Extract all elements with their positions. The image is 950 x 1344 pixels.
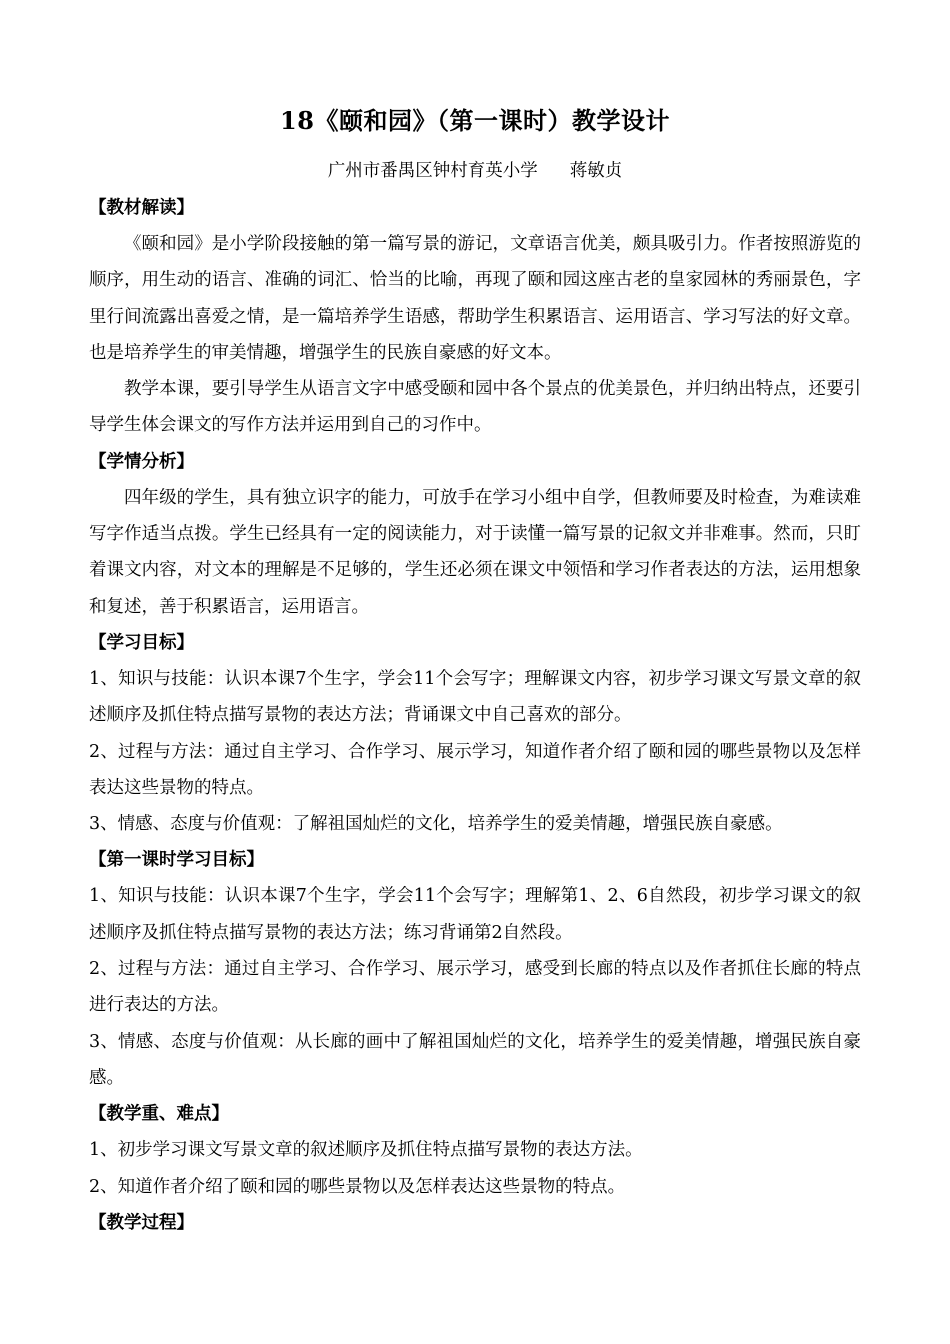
section-goals	[89, 625, 861, 842]
list-item: 3、情感、态度与价值观：了解祖国灿烂的文化，培养学生的爱美情趣，增强民族自豪感。	[89, 814, 783, 835]
list-item: 2、过程与方法：通过自主学习、合作学习、展示学习，知道作者介绍了颐和园的哪些景物以及怎样表达这些景物的特点。	[89, 741, 861, 798]
byline-school: 广州市番禺区钟村育英小学	[327, 161, 538, 181]
section-heading: 【教学重、难点】	[89, 1104, 229, 1125]
section-heading: 【教材解读】	[89, 198, 194, 218]
paragraph: 《颐和园》是小学阶段接触的第一篇写景的游记，文章语言优美，颇具吸引力。作者按照游览的顺序，用生动的语言、准确的词汇、恰当的比喻，再现了颐和园这座古老的皇家园林的秀丽景色，字里行间流露出喜爱之情，是一篇培养学生语感，帮助学生积累语言、运用语言、学习写法的好文章。也是培养学生的审美情趣，增强学生的民族自豪感的好文本。	[89, 234, 861, 363]
section-key-points	[89, 1096, 861, 1205]
section-heading: 【教学过程】	[89, 1212, 194, 1233]
paragraph: 四年级的学生，具有独立识字的能力，可放手在学习小组中自学，但教师要及时检查，为难读难写字作适当点拨。学生已经具有一定的阅读能力，对于读懂一篇写景的记叙文并非难事。然而，只盯着课文内容，对文本的理解是不足够的，学生还必须在课文中领悟和学习作者表达的方法，运用想象和复述，善于积累语言，运用语言。	[89, 487, 861, 617]
section-process	[89, 1205, 861, 1241]
section-heading: 【第一课时学习目标】	[89, 850, 264, 871]
document-title: 18《颐和园》（第一课时）教学设计	[280, 106, 670, 135]
section-material	[89, 190, 861, 444]
byline-author: 蒋敏贞	[569, 161, 623, 181]
list-item: 3、情感、态度与价值观：从长廊的画中了解祖国灿烂的文化，培养学生的爱美情趣，增强民族自豪感。	[89, 1031, 861, 1088]
section-lesson1-goals	[89, 842, 861, 1096]
list-item: 1、知识与技能：认识本课7个生字，学会11个会写字；理解课文内容，初步学习课文写景文章的叙述顺序及抓住特点描写景物的表达方法；背诵课文中自己喜欢的部分。	[89, 668, 861, 726]
list-item: 2、知道作者介绍了颐和园的哪些景物以及怎样表达这些景物的特点。	[89, 1176, 626, 1197]
paragraph: 教学本课，要引导学生从语言文字中感受颐和园中各个景点的优美景色，并归纳出特点，还要引导学生体会课文的写作方法并运用到自己的习作中。	[89, 379, 861, 436]
list-item: 2、过程与方法：通过自主学习、合作学习、展示学习，感受到长廊的特点以及作者抓住长廊的特点进行表达的方法。	[89, 959, 861, 1016]
list-item: 1、知识与技能：认识本课7个生字，学会11个会写字；理解第1、2、6自然段，初步学习课文的叙述顺序及抓住特点描写景物的表达方法；练习背诵第2自然段。	[89, 886, 861, 943]
list-item: 1、初步学习课文写景文章的叙述顺序及抓住特点描写景物的表达方法。	[89, 1140, 643, 1161]
section-students	[89, 444, 861, 625]
document-body	[89, 190, 861, 1241]
byline	[0, 158, 950, 184]
section-heading: 【学情分析】	[89, 451, 194, 472]
section-heading: 【学习目标】	[89, 632, 194, 653]
